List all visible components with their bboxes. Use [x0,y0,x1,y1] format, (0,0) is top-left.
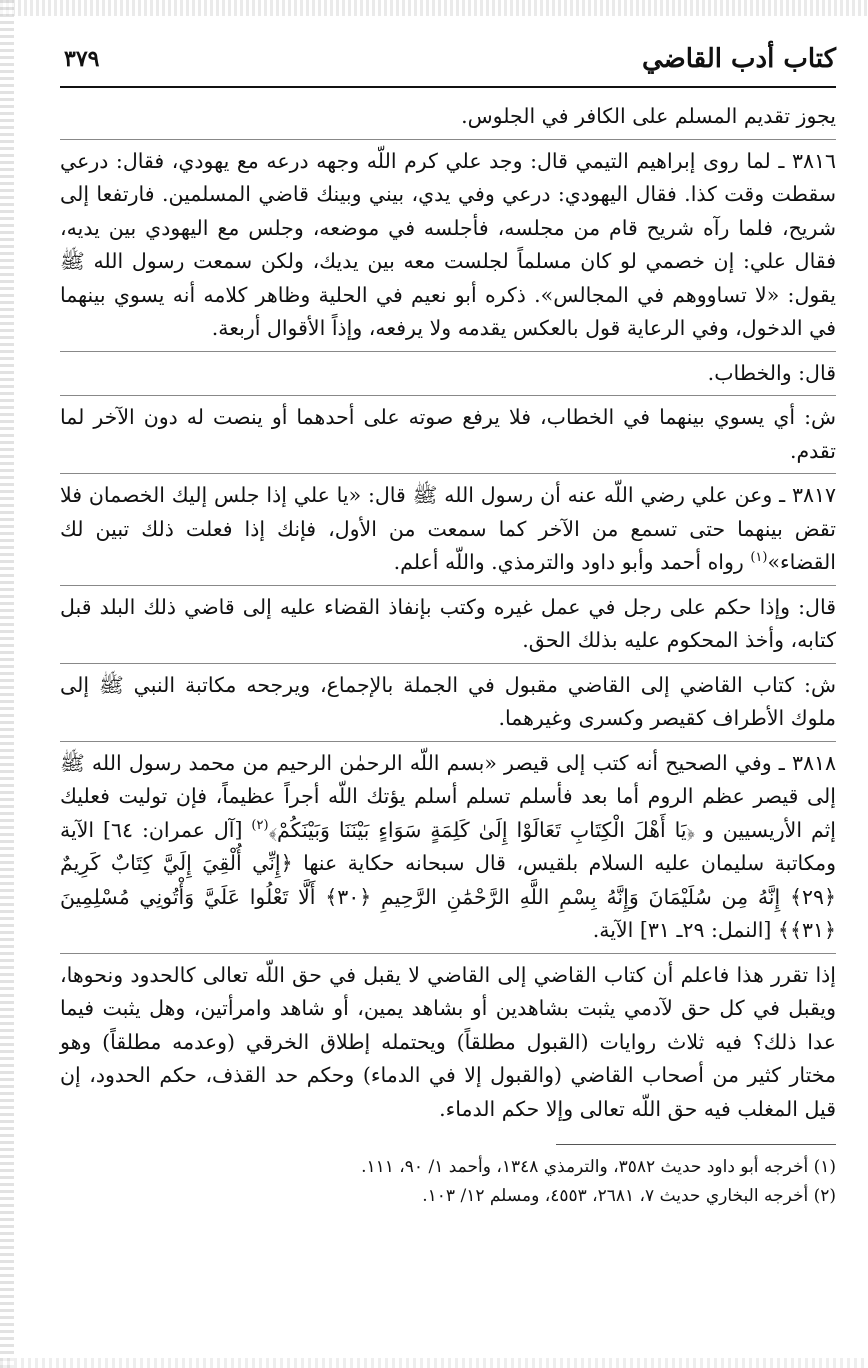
hadith-paragraph-3816: ٣٨١٦ ـ لما روى إبراهيم التيمي قال: وجد علي كرم اللّه وجهه درعه مع يهودي، فقال: درعي سقطت وقت كذا. فقال اليهودي: درعي وفي يدي، بيني وبينك قاضي المسلمين. فارتفعا إلى شريح، فلما رآه شريح قام من مجلسه، فأجلسه في موضعه، وجلس مع اليهودي بين يديه، فقال علي: إن خصمي لو كان مسلماً لجلست معه بين يديك، ولكن سمعت رسول الله ﷺ يقول: «لا تساووهم في المجالس». ذكره أبو نعيم في الحلية وظاهر كلامه أنه يسوي بينهما في الدخول، وفي الرعاية قول بالعكس يقدمه ولا يرفعه، وإذاً الأقوال أربعة. [60,148,836,340]
page-body [60,100,836,1211]
book-page [60,40,836,1350]
footnote-2: (٢) أخرجه البخاري حديث ٧، ٢٦٨١، ٤٥٥٣، ومسلم ١٢/ ١٠٣. [422,1186,836,1206]
matn-paragraph: قال: وإذا حكم على رجل في عمل غيره وكتب بإنفاذ القضاء عليه إلى قاضي ذلك البلد قبل كتابه، وأخذ المحكوم عليه بذلك الحق. [60,594,836,652]
section-divider [60,351,836,352]
hadith-source: رواه أحمد وأبو داود والترمذي. واللّه أعلم. [393,550,751,574]
section-divider [60,473,836,474]
section-divider [60,663,836,664]
hadith-paragraph-3817 [60,479,836,580]
sharh-paragraph: ش: كتاب القاضي إلى القاضي مقبول في الجملة بالإجماع، ويرجحه مكاتبة النبي ﷺ إلى ملوك الأطراف كقيصر وكسرى وغيرهما. [60,672,836,730]
footnote-ref-2: (٢) [251,817,269,833]
matn-paragraph: قال: والخطاب. [707,360,836,385]
section-divider [60,741,836,742]
running-header [60,40,836,88]
hadith-text: ٣٨١٧ ـ وعن علي رضي اللّه عنه أن رسول الله ﷺ قال: «يا علي إذا جلس إليك الخصمان فلا تقض بينهما حتى تسمع من الآخر كما سمعت من الأول، فإنك إذا فعلت ذلك تبين لك القضاء» [60,483,836,574]
section-divider [60,953,836,954]
section-divider [60,395,836,396]
hadith-continuation: [آل عمران: ٦٤] الآية ومكاتبة سليمان عليه السلام بلقيس، قال سبحانه حكاية عنها ﴿إِنِّي أُلْقِيَ إِلَيَّ كِتَابٌ كَرِيمٌ ﴿٢٩﴾ إِنَّهُ مِن سُلَيْمَانَ وَإِنَّهُ بِسْمِ اللَّهِ الرَّحْمَٰنِ الرَّحِيمِ ﴿٣٠﴾ أَلَّا تَعْلُوا عَلَيَّ وَأْتُونِي مُسْلِمِينَ ﴿٣١﴾﴾ [النمل: ٢٩ـ ٣١] الآية. [60,817,837,942]
hadith-text: ٣٨١٨ ـ وفي الصحيح أنه كتب إلى قيصر «بسم اللّه الرحمٰن الرحيم من محمد رسول الله ﷺ إلى قيصر عظم الروم أما بعد فأسلم تسلم أسلم يؤتك اللّه أجراً عظيماً، فإن توليت فعليك إثم الأريسيين و ﴿يَا أَهْلَ الْكِتَابِ تَعَالَوْا إِلَىٰ كَلِمَةٍ سَوَاءٍ بَيْنَنَا وَبَيْنَكُمْ﴾ [60,750,836,842]
sharh-paragraph: ش: أي يسوي بينهما في الخطاب، فلا يرفع صوته على أحدهما أو ينصت له دون الآخر لما تقدم. [60,405,836,463]
section-divider [60,139,836,140]
page-number: ٣٧٩ [64,46,100,72]
paragraph: إذا تقرر هذا فاعلم أن كتاب القاضي إلى القاضي لا يقبل في حق اللّه تعالى كالحدود ونحوها، ويقبل في كل حق لآدمي يثبت بشاهدين أو بشاهد يمين، أو شاهد وامرأتين، وهل يثبت فيما عدا ذلك؟ فيه ثلاث روايات (القبول مطلقاً) ويحتمله إطلاق الخرقي (وعدمه مطلقاً) وهو مختار كثير من أصحاب القاضي (والقبول إلا في الدماء) وحكم حد القذف، حكم الحدود، إن قيل المغلب فيه حق اللّه تعالى وإلا حكم الدماء. [60,962,836,1121]
decorative-border-left [0,0,14,1368]
footnote-1: (١) أخرجه أبو داود حديث ٣٥٨٢، والترمذي ١٣٤٨، وأحمد ١/ ٩٠، ١١١. [361,1157,836,1177]
hadith-paragraph-3818 [60,747,836,948]
page-title: كتاب أدب القاضي [642,44,836,74]
decorative-border-top [0,0,868,16]
footnote-ref-1: (١) [750,550,768,566]
paragraph: يجوز تقديم المسلم على الكافر في الجلوس. [461,104,836,128]
decorative-border-bottom [0,1358,868,1368]
footnotes [60,1153,836,1211]
footnote-separator [556,1144,836,1145]
section-divider [60,585,836,586]
